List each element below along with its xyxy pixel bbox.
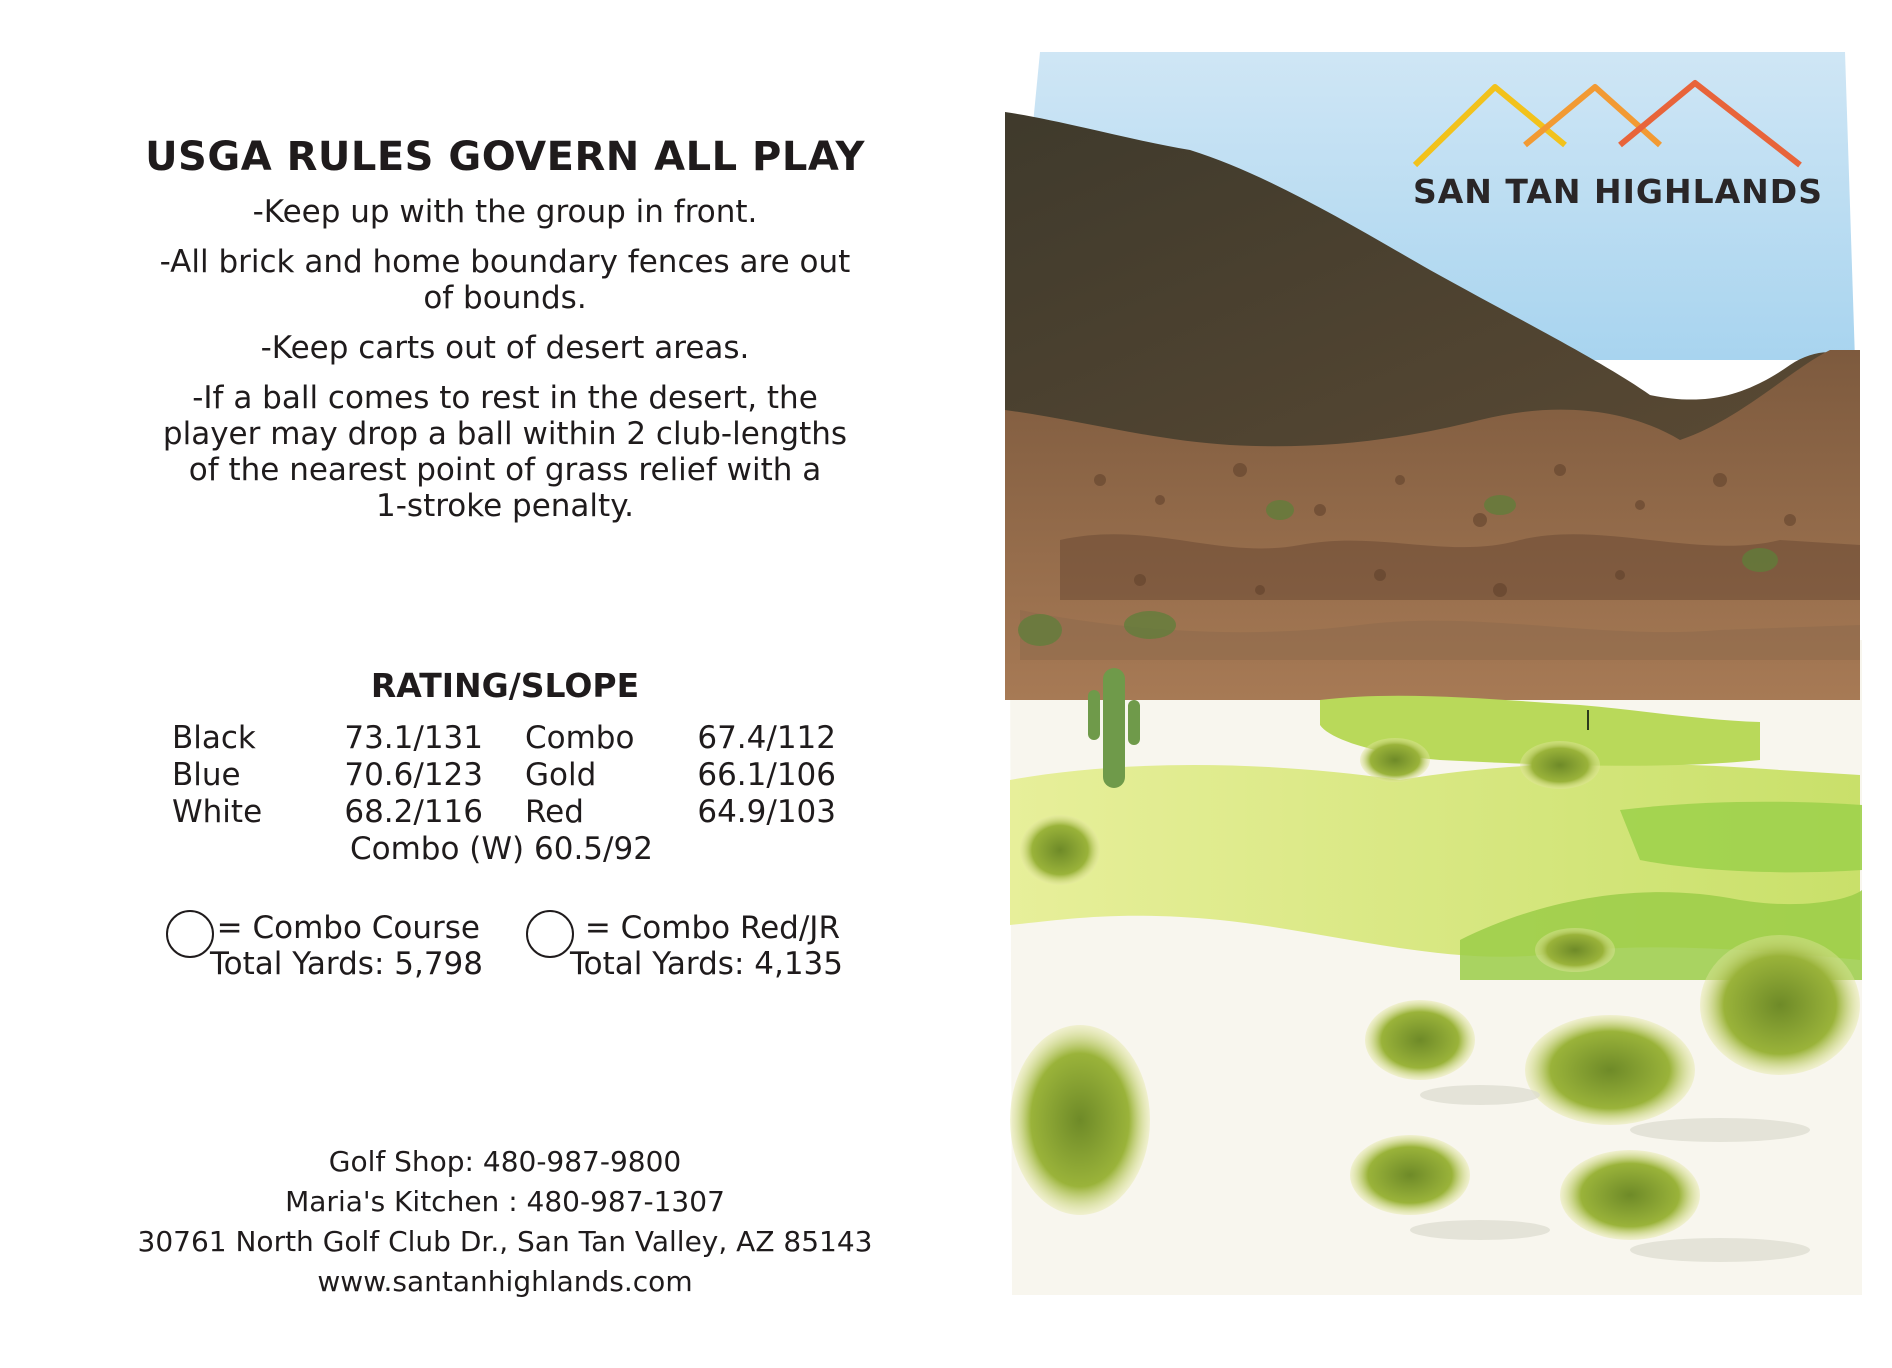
contact-info [90, 1142, 920, 1302]
tee-rating: 67.4/112 [697, 720, 836, 756]
combo-redjr-circle-icon [526, 910, 574, 958]
tee-rating: 68.2/116 [344, 794, 483, 830]
rule-desert-relief: -If a ball comes to rest in the desert, the player may drop a ball within 2 club-lengths of the nearest point of grass relief with a 1-stroke penalty. [162, 380, 848, 524]
address: 30761 North Golf Club Dr., San Tan Valley, AZ 85143 [137, 1225, 873, 1258]
watercolor-course-illustration [1000, 40, 1880, 1340]
combo-w-rating: Combo (W) 60.5/92 [350, 831, 653, 867]
rules-title: USGA RULES GOVERN ALL PLAY [145, 134, 865, 180]
tee-name: Black [172, 720, 256, 756]
tee-name: Gold [525, 757, 597, 793]
tee-rating: 66.1/106 [697, 757, 836, 793]
golf-shop-phone: Golf Shop: 480-987-9800 [328, 1145, 682, 1178]
tee-name: White [172, 794, 263, 830]
brand-name: SAN TAN HIGHLANDS [1413, 172, 1823, 211]
rule-carts: -Keep carts out of desert areas. [260, 330, 750, 366]
rating-slope-title: RATING/SLOPE [370, 666, 640, 705]
rule-out-of-bounds: -All brick and home boundary fences are out of bounds. [159, 244, 851, 316]
tee-name: Blue [172, 757, 241, 793]
tee-rating: 70.6/123 [344, 757, 483, 793]
combo-redjr-legend: = Combo Red/JR Total Yards: 4,135 [570, 910, 843, 982]
combo-course-circle-icon [166, 910, 214, 958]
tee-name: Red [525, 794, 584, 830]
kitchen-phone: Maria's Kitchen : 480-987-1307 [285, 1185, 725, 1218]
rule-pace-of-play: -Keep up with the group in front. [252, 194, 758, 230]
san-tan-highlands-logo-icon [1405, 75, 1805, 175]
combo-course-legend: = Combo Course Total Yards: 5,798 [210, 910, 483, 982]
website: www.santanhighlands.com [317, 1265, 693, 1298]
tee-name: Combo [525, 720, 635, 756]
tee-rating: 64.9/103 [697, 794, 836, 830]
tee-rating: 73.1/131 [344, 720, 483, 756]
